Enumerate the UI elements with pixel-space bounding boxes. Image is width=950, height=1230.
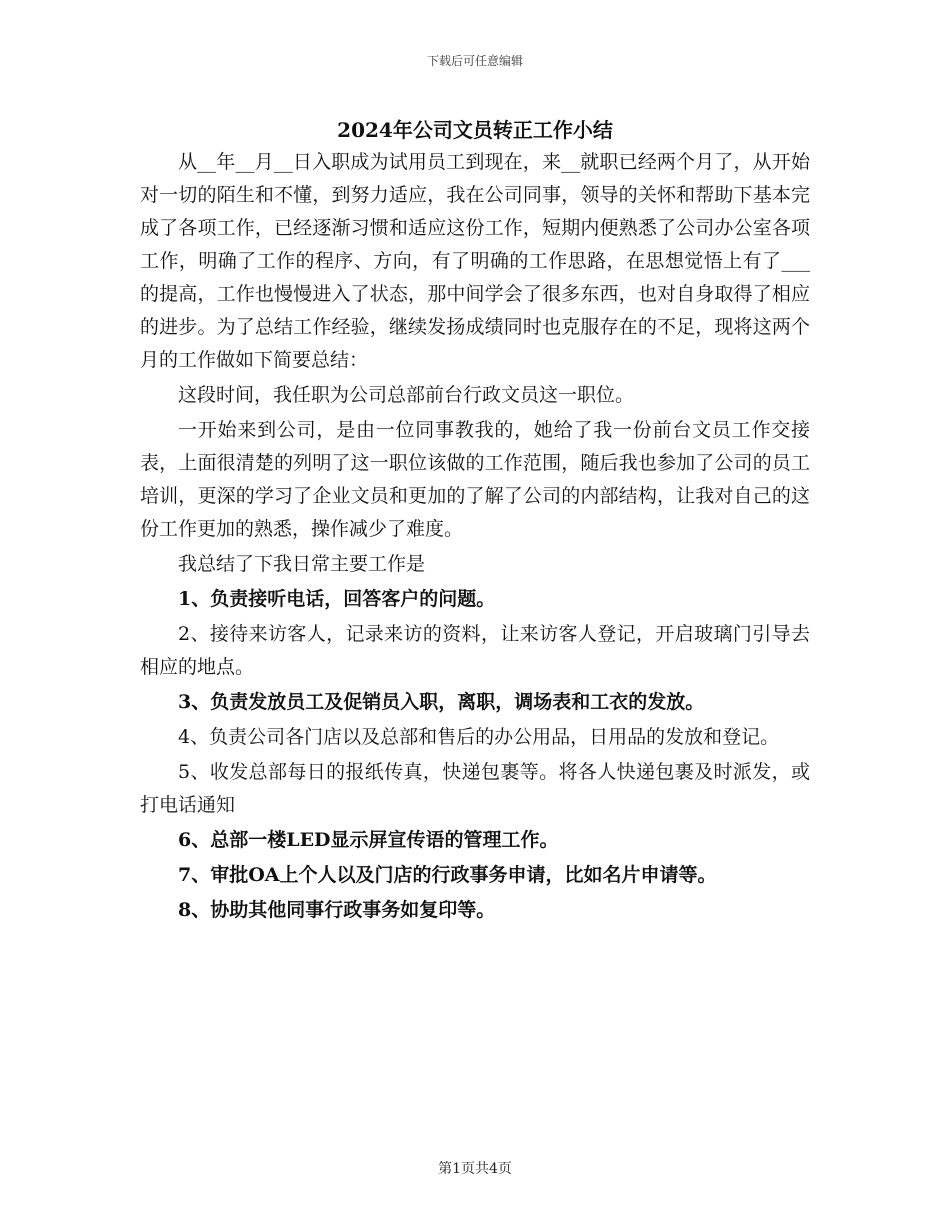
paragraph-duties-intro: 我总结了下我日常主要工作是 [178, 553, 426, 575]
paragraph-onboarding: 一开始来到公司，是由一位同事教我的，她给了我一份前台文员工作交接表，上面很清楚的列明了这一职位该做的工作范围，随后我也参加了公司的员工培训，更深的学习了企业文员和更加的了解了公司的内部结构，让我对自己的这份工作更加的熟悉，操作减少了难度。 [140, 419, 810, 540]
duty-item-7: 7、审批OA上个人以及门店的行政事务申请，比如名片申请等。 [178, 864, 717, 886]
page-number: 第1页共4页 [438, 1161, 512, 1177]
document-title: 2024年公司文员转正工作小结 [337, 118, 613, 142]
duty-item-1: 1、负责接听电话，回答客户的问题。 [178, 588, 496, 610]
duty-item-8: 8、协助其他同事行政事务如复印等。 [178, 899, 496, 921]
paragraph-position: 这段时间，我任职为公司总部前台行政文员这一职位。 [178, 384, 635, 406]
document-body [140, 146, 810, 927]
paragraph-intro: 从__年__月__日入职成为试用员工到现在，来__就职已经两个月了，从开始对一切的陌生和不懂，到努力适应，我在公司同事，领导的关怀和帮助下基本完成了各项工作，已经逐渐习惯和适应这份工作，短期内便熟悉了公司办公室各项工作，明确了工作的程序、方向，有了明确的工作思路，在思想觉悟上有了___的提高，工作也慢慢进入了状态，那中间学会了很多东西，也对自身取得了相应的进步。为了总结工作经验，继续发扬成绩同时也克服存在的不足，现将这两个月的工作做如下简要总结： [140, 151, 810, 371]
page-header-note: 下载后可任意编辑 [426, 54, 523, 68]
duty-item-4: 4、负责公司各门店以及总部和售后的办公用品，日用品的发放和登记。 [178, 726, 780, 748]
duty-item-6: 6、总部一楼LED显示屏宣传语的管理工作。 [178, 829, 559, 851]
duty-item-3: 3、负责发放员工及促销员入职，离职，调场表和工衣的发放。 [178, 691, 705, 713]
duty-item-5: 5、收发总部每日的报纸传真，快递包裹等。将各人快递包裹及时派发，或打电话通知 [140, 761, 810, 816]
duty-item-2: 2、接待来访客人，记录来访的资料，让来访客人登记，开启玻璃门引导去相应的地点。 [140, 623, 810, 678]
